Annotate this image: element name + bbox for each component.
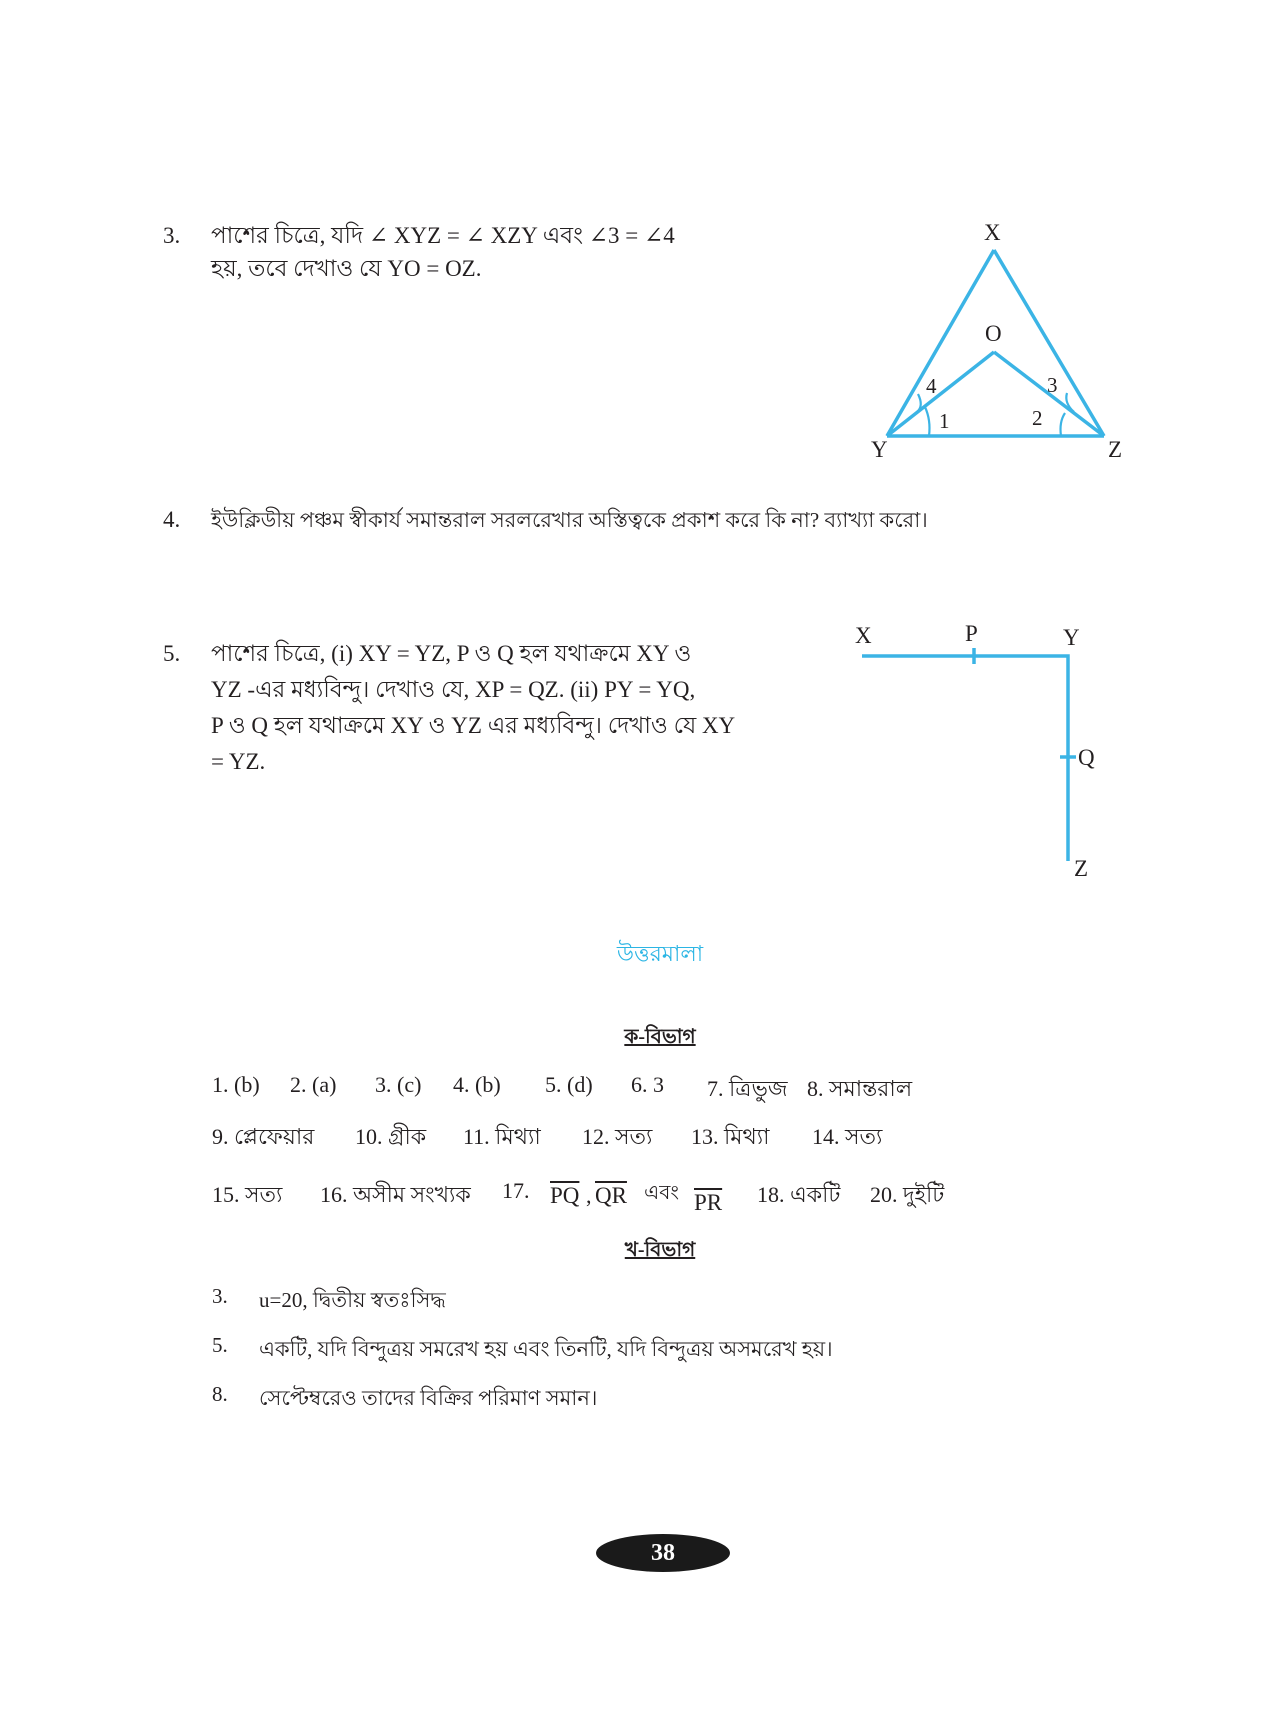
- page-number-badge: 38: [596, 1534, 730, 1572]
- question-number: 3.: [163, 223, 181, 248]
- question-line: হয়, তবে দেখাও যে YO = OZ.: [211, 256, 482, 281]
- answer-text: একটি, যদি বিন্দুত্রয় সমরেখ হয় এবং তিনটি, যদি বিন্দুত্রয় অসমরেখ হয়।: [259, 1337, 833, 1361]
- line-segment-pq: $\overline{PQ}$: [550, 1183, 580, 1208]
- answer-item: 16. অসীম সংখ্যক: [320, 1182, 471, 1207]
- section-kha-title: খ-বিভাগ: [624, 1239, 696, 1261]
- answer-item: 2. (a): [290, 1072, 337, 1097]
- answer-item: 7. ত্রিভুজ: [707, 1076, 788, 1101]
- line-segment-qr: $\overline{QR}$: [595, 1183, 627, 1208]
- angle-label-3: 3: [1047, 373, 1058, 397]
- answer-number: 3.: [212, 1284, 228, 1308]
- answer-item: 6. 3: [631, 1072, 664, 1097]
- answer-item: 1. (b): [212, 1072, 260, 1097]
- angle-label-2: 2: [1032, 406, 1043, 430]
- answer-item: 3. (c): [375, 1072, 422, 1097]
- point-label-q: Q: [1078, 745, 1095, 770]
- answers-title: উত্তরমালা: [616, 941, 704, 966]
- point-label-z: Z: [1074, 856, 1089, 881]
- answer-number: 8.: [212, 1382, 228, 1406]
- question-line: = YZ.: [211, 749, 266, 774]
- angle-arc-4: [917, 394, 921, 412]
- question-line: পাশের চিত্রে, যদি ∠ XYZ = ∠ XZY এবং ∠3 = ∠4: [211, 223, 675, 248]
- question-line: P ও Q হল যথাক্রমে XY ও YZ এর মধ্যবিন্দু। দেখাও যে XY: [211, 713, 736, 738]
- answer-item: 14. সত্য: [812, 1124, 883, 1149]
- point-label-y: Y: [1063, 625, 1080, 650]
- answer-number: 5.: [212, 1333, 228, 1357]
- angle-label-1: 1: [939, 409, 950, 433]
- question-number: 5.: [163, 641, 181, 666]
- answer-item: 5. (d): [545, 1072, 593, 1097]
- point-label-p: P: [965, 621, 978, 646]
- answer-text: সেপ্টেম্বরেও তাদের বিক্রির পরিমাণ সমান।: [259, 1386, 598, 1410]
- question-line: YZ -এর মধ্যবিন্দু। দেখাও যে, XP = QZ. (ii) PY = YQ,: [211, 677, 696, 702]
- answer-text: u=20, দ্বিতীয় স্বতঃসিদ্ধ: [259, 1288, 446, 1312]
- triangle-figure: [860, 210, 1140, 470]
- answer-item: 18. একটি: [757, 1182, 841, 1207]
- point-label-x: X: [855, 623, 872, 648]
- answer-item: 8. সমান্তরাল: [807, 1076, 913, 1101]
- answer-item: 20. দুইটি: [870, 1182, 945, 1207]
- right-angle-figure: [845, 615, 1125, 885]
- answer-item: 13. মিথ্যা: [691, 1124, 770, 1149]
- angle-label-4: 4: [926, 374, 937, 398]
- answer-item: 10. গ্রীক: [355, 1124, 427, 1149]
- vertex-label-o: O: [985, 321, 1002, 346]
- question-line: পাশের চিত্রে, (i) XY = YZ, P ও Q হল যথাক্রমে XY ও: [211, 641, 692, 666]
- answer-item: 4. (b): [453, 1072, 501, 1097]
- comma: ,: [586, 1183, 592, 1208]
- side-xz: [994, 250, 1104, 436]
- answer-item: 12. সত্য: [582, 1124, 653, 1149]
- question-line: ইউক্লিডীয় পঞ্চম স্বীকার্য সমান্তরাল সরলরেখার অস্তিত্বকে প্রকাশ করে কি না? ব্যাখ্যা করো।: [211, 508, 928, 532]
- section-ka-title: ক-বিভাগ: [624, 1026, 696, 1048]
- vertex-label-x: X: [984, 220, 1001, 245]
- answer-item: 9. প্লেফেয়ার: [212, 1124, 315, 1149]
- vertex-label-y: Y: [871, 437, 888, 462]
- question-number: 4.: [163, 507, 181, 532]
- answer-item: 15. সত্য: [212, 1182, 283, 1207]
- segment-xy-yz: [862, 656, 1068, 861]
- answer-conjunction: এবং: [644, 1182, 679, 1204]
- answer-item: 17.: [502, 1178, 530, 1203]
- vertex-label-z: Z: [1108, 437, 1123, 462]
- answer-item: 11. মিথ্যা: [463, 1124, 541, 1149]
- line-segment-pr: $\overline{PR}$: [694, 1190, 723, 1215]
- angle-arc-2: [1061, 413, 1066, 436]
- angle-arc-1: [925, 407, 930, 436]
